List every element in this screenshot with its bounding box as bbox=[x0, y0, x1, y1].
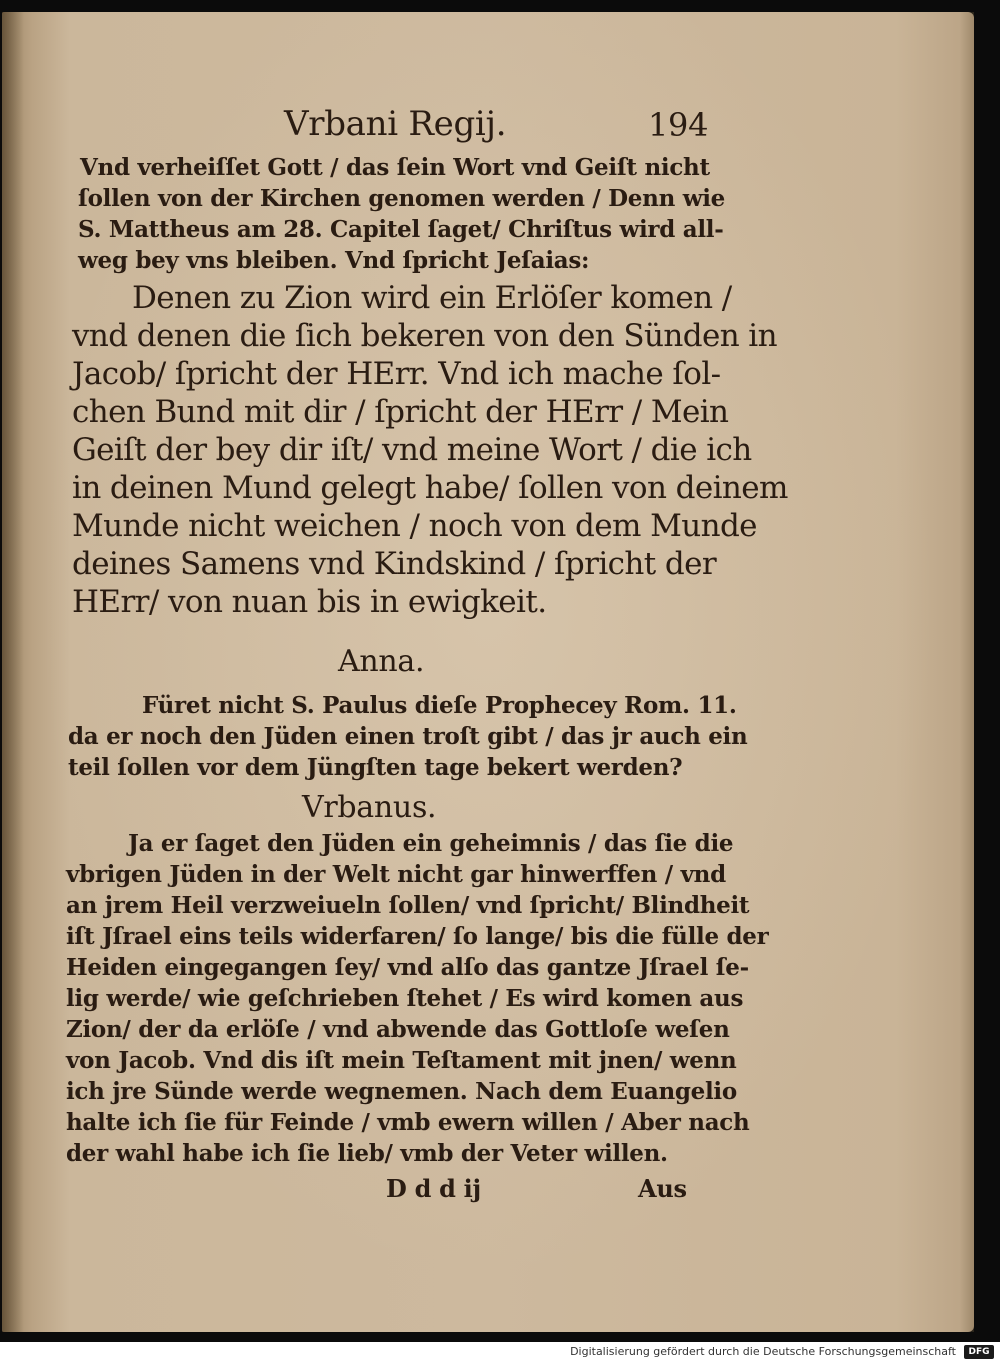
text-line: iſt Jſrael eins teils widerfaren/ ſo lange/ bis die fülle der bbox=[66, 923, 769, 950]
quote-line: Geiſt der bey dir iſt/ vnd meine Wort / die ich bbox=[72, 432, 752, 468]
quote-line: chen Bund mit dir / ſpricht der HErr / Mein bbox=[72, 394, 729, 430]
quote-line: Denen zu Zion wird ein Erlöſer komen / bbox=[132, 280, 732, 316]
catchword: Aus bbox=[638, 1174, 687, 1203]
text-line: Ja er ſaget den Jüden ein geheimnis / das ſie die bbox=[128, 830, 734, 857]
book-page bbox=[2, 12, 974, 1332]
text-line: weg bey vns bleiben. Vnd ſpricht Jeſaias: bbox=[78, 247, 590, 274]
quote-line: HErr/ von nuan bis in ewigkeit. bbox=[72, 584, 547, 620]
dfg-logo: DFG bbox=[964, 1345, 994, 1359]
speaker-heading-urbanus: Vrbanus. bbox=[302, 790, 437, 825]
text-line: vbrigen Jüden in der Welt nicht gar hinwerffen / vnd bbox=[66, 861, 726, 888]
page-text bbox=[2, 12, 974, 1332]
text-line: ich jre Sünde werde wegnemen. Nach dem Euangelio bbox=[66, 1078, 737, 1105]
text-line: S. Mattheus am 28. Capitel ſaget/ Chriſtus wird all- bbox=[78, 216, 724, 243]
text-line: an jrem Heil verzweiueln ſollen/ vnd ſpricht/ Blindheit bbox=[66, 892, 750, 919]
signature-mark: D d d ij bbox=[386, 1174, 481, 1203]
text-line: halte ich ſie für Feinde / vmb ewern willen / Aber nach bbox=[66, 1109, 750, 1136]
text-line: der wahl habe ich ſie lieb/ vmb der Veter willen. bbox=[66, 1140, 668, 1167]
speaker-heading-anna: Anna. bbox=[338, 644, 425, 679]
running-head: Vrbani Regij. bbox=[284, 104, 507, 144]
quote-line: deines Samens vnd Kindskind / ſpricht der bbox=[72, 546, 717, 582]
text-line: Heiden eingegangen ſey/ vnd alſo das gantze Jſrael ſe- bbox=[66, 954, 749, 981]
quote-line: vnd denen die ſich bekeren von den Sünden in bbox=[72, 318, 777, 354]
quote-line: in deinen Mund gelegt habe/ ſollen von deinem bbox=[72, 470, 788, 506]
text-line: von Jacob. Vnd dis iſt mein Teſtament mit jnen/ wenn bbox=[66, 1047, 737, 1074]
quote-line: Munde nicht weichen / noch von dem Munde bbox=[72, 508, 757, 544]
quote-line: Jacob/ ſpricht der HErr. Vnd ich mache ſol- bbox=[72, 356, 721, 392]
text-line: da er noch den Jüden einen troſt gibt / das jr auch ein bbox=[68, 723, 748, 750]
footer-credit: Digitalisierung gefördert durch die Deutsche Forschungsgemeinschaft bbox=[570, 1345, 956, 1358]
page-number: 194 bbox=[648, 106, 709, 144]
text-line: lig werde/ wie geſchrieben ſtehet / Es wird komen aus bbox=[66, 985, 744, 1012]
text-line: Vnd verheiſſet Gott / das ſein Wort vnd Geiſt nicht bbox=[80, 154, 710, 181]
text-line: ſollen von der Kirchen genomen werden / Denn wie bbox=[78, 185, 725, 212]
text-line: Füret nicht S. Paulus dieſe Prophecey Rom. 11. bbox=[142, 692, 737, 719]
text-line: Zion/ der da erlöſe / vnd abwende das Gottloſe weſen bbox=[66, 1016, 730, 1043]
text-line: teil ſollen vor dem Jüngſten tage bekert werden? bbox=[68, 754, 683, 781]
